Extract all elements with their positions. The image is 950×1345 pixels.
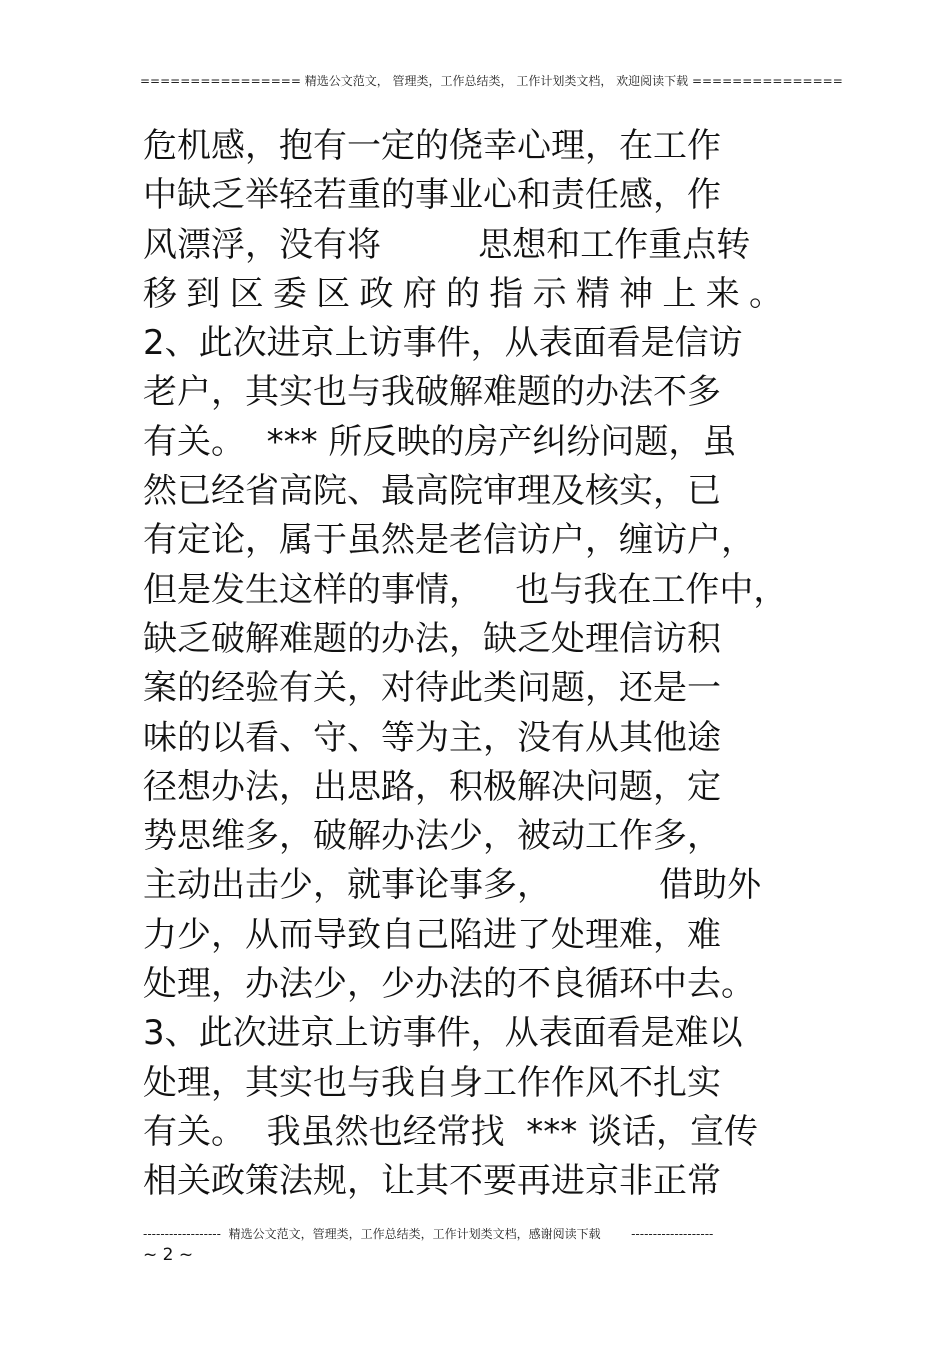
body-line: 3、此次进京上访事件，从表面看是难以: [143, 1013, 743, 1054]
body-line: 然已经省高院、最高院审理及核实，已: [143, 471, 721, 512]
body-line: 缺乏破解难题的办法，缺乏处理信访积: [143, 618, 721, 659]
body-line: 风漂浮，没有将 思想和工作重点转: [143, 224, 751, 265]
body-line: 处理，其实也与我自身工作作风不扎实: [143, 1062, 721, 1103]
body-line: 案的经验有关，对待此类问题，还是一: [143, 668, 721, 709]
body-line: 力少，从而导致自己陷进了处理难，难: [143, 914, 721, 955]
document-body: [143, 122, 803, 1207]
body-line: 主动出击少，就事论事多， 借助外: [143, 865, 762, 906]
body-line: 但是发生这样的事情， 也与我在工作中，: [143, 569, 788, 610]
body-line: 势思维多，破解办法少，被动工作多，: [143, 816, 721, 857]
body-line: 处理，办法少，少办法的不良循环中去。: [143, 964, 755, 1005]
body-line: 有定论，属于虽然是老信访户，缠访户，: [143, 520, 755, 561]
page-footer: ------------------ 精选公文范文，管理类，工作总结类，工作计划类文档，感谢阅读下载 -------------------: [143, 1227, 714, 1241]
body-line: 老户，其实也与我破解难题的办法不多: [143, 372, 721, 413]
body-line: 味的以看、守、等为主，没有从其他途: [143, 717, 721, 758]
body-line: 2、此次进京上访事件，从表面看是信访: [143, 323, 743, 364]
body-line: 中缺乏举轻若重的事业心和责任感，作: [143, 175, 721, 216]
page-header: ================ 精选公文范文， 管理类，工作总结类， 工作计划类文档， 欢迎阅读下载 ===============: [140, 74, 843, 88]
body-line: 相关政策法规，让其不要再进京非正常: [143, 1161, 721, 1202]
body-line: 有关。 *** 所反映的房产纠纷问题，虽: [143, 421, 737, 462]
body-line: 危机感，抱有一定的侥幸心理，在工作: [143, 126, 721, 166]
body-line: 移到区委区政府的指示精神上来。: [143, 273, 783, 314]
body-line: 径想办法，出思路，积极解决问题，定: [143, 766, 721, 807]
page-number: ~ 2 ~: [143, 1245, 194, 1265]
body-line: 有关。 我虽然也经常找 *** 谈话，宣传: [143, 1111, 759, 1152]
